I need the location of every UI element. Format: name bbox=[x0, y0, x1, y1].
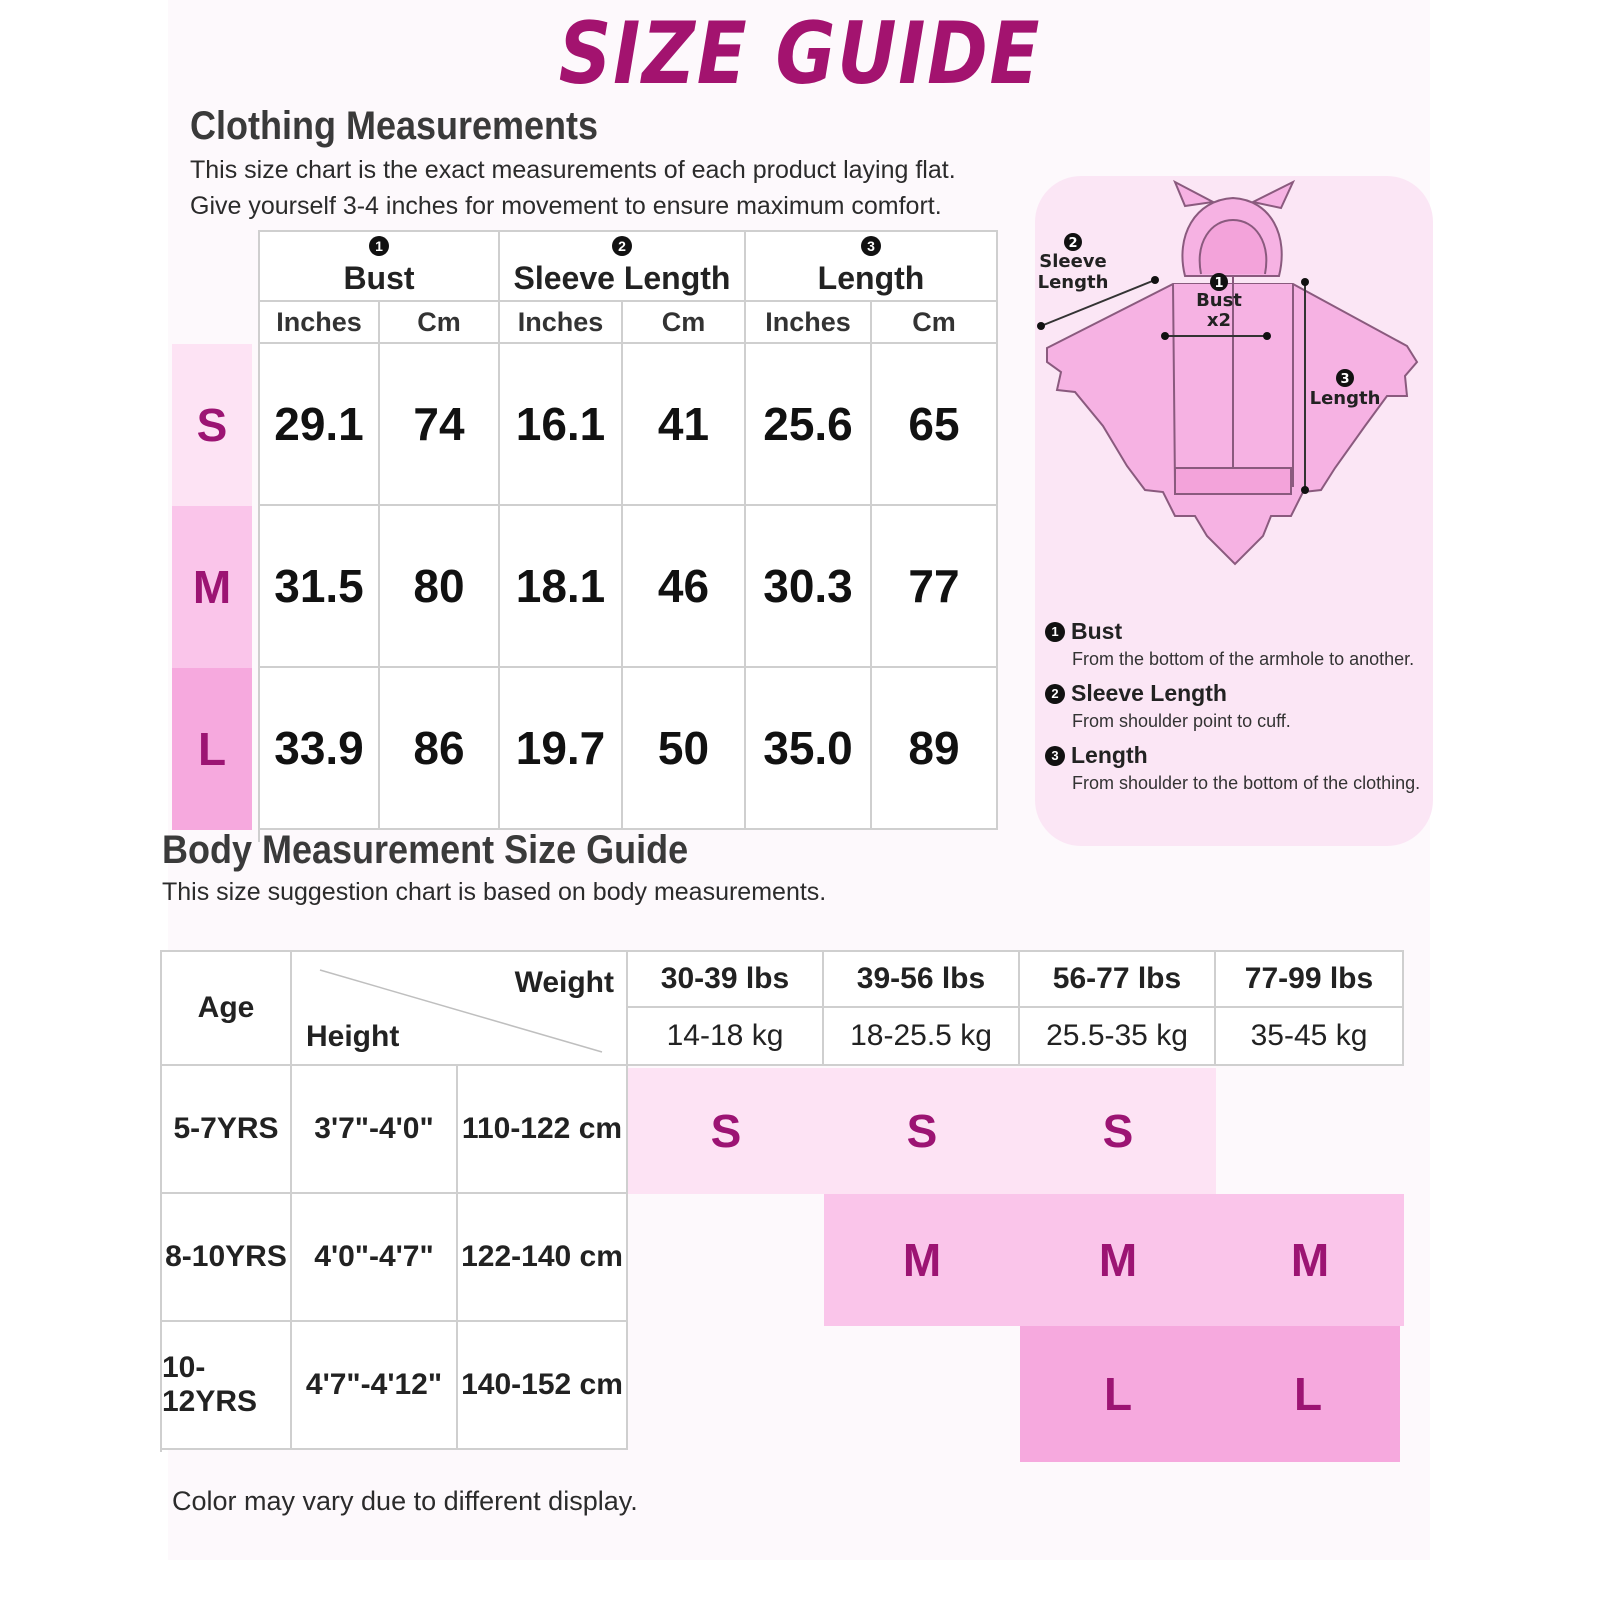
header-length bbox=[746, 230, 998, 302]
age-cell: 8-10YRS bbox=[162, 1194, 292, 1322]
clothing-subtitle-2: Give yourself 3-4 inches for movement to ensure maximum comfort. bbox=[190, 192, 942, 220]
clothing-table bbox=[172, 230, 998, 842]
right-ear-icon bbox=[1253, 182, 1293, 208]
table-cell: 41 bbox=[623, 344, 746, 506]
table-cell: 35.0 bbox=[746, 668, 872, 830]
diagram-bust-label-1: Bust bbox=[1196, 290, 1242, 311]
legend-sleeve-length bbox=[1045, 680, 1291, 732]
table-cell: 25.6 bbox=[746, 344, 872, 506]
number-1-icon: 1 bbox=[1045, 622, 1065, 642]
unit-header: Inches bbox=[746, 302, 872, 344]
diagram-length-label: Length bbox=[1309, 388, 1381, 409]
table-cell: 80 bbox=[380, 506, 500, 668]
left-ear-icon bbox=[1175, 182, 1213, 206]
height-cm-cell: 110-122 cm bbox=[458, 1066, 628, 1194]
weight-kg-header: 18-25.5 kg bbox=[824, 1008, 1020, 1066]
weight-label: Weight bbox=[514, 966, 614, 999]
number-3-icon: 3 bbox=[1045, 746, 1065, 766]
table-cell: 77 bbox=[872, 506, 998, 668]
table-cell: 29.1 bbox=[260, 344, 380, 506]
height-label: Height bbox=[306, 1020, 400, 1053]
clothing-subtitle-1: This size chart is the exact measurements of each product laying flat. bbox=[190, 156, 956, 184]
size-m-cell: M bbox=[1098, 1234, 1138, 1286]
header-sleeve-length bbox=[500, 230, 746, 302]
diagram-num-1: 1 bbox=[1214, 276, 1224, 291]
table-cell: 16.1 bbox=[500, 344, 623, 506]
weight-lbs-header: 77-99 lbs bbox=[1216, 952, 1404, 1008]
header-bust-label: Bust bbox=[343, 259, 415, 296]
height-inches-cell: 3'7"-4'0" bbox=[292, 1066, 458, 1194]
diagram-num-2: 2 bbox=[1068, 236, 1078, 251]
diagram-sleeve-label-2: Length bbox=[1037, 272, 1109, 293]
unit-header: Cm bbox=[872, 302, 998, 344]
height-cm-cell: 140-152 cm bbox=[458, 1322, 628, 1450]
table-cell: 50 bbox=[623, 668, 746, 830]
weight-kg-header: 35-45 kg bbox=[1216, 1008, 1404, 1066]
height-cm-cell: 122-140 cm bbox=[458, 1194, 628, 1322]
size-m-cell: M bbox=[902, 1234, 942, 1286]
legend-desc: From shoulder point to cuff. bbox=[1072, 711, 1291, 731]
height-inches-cell: 4'7"-4'12" bbox=[292, 1322, 458, 1450]
size-l-cell: L bbox=[1293, 1368, 1323, 1420]
unit-header: Cm bbox=[623, 302, 746, 344]
unit-header: Cm bbox=[380, 302, 500, 344]
pocket-icon bbox=[1175, 468, 1291, 494]
header-sleeve-length-label: Sleeve Length bbox=[513, 259, 731, 296]
bat-hoodie-diagram bbox=[1035, 176, 1433, 606]
body-heading: Body Measurement Size Guide bbox=[162, 828, 689, 872]
weight-lbs-header: 30-39 lbs bbox=[628, 952, 824, 1008]
diagram-bust-label-2: x2 bbox=[1206, 310, 1232, 331]
table-cell: 74 bbox=[380, 344, 500, 506]
header-length-label: Length bbox=[817, 259, 925, 296]
body-subtitle: This size suggestion chart is based on body measurements. bbox=[162, 878, 827, 906]
weight-lbs-header: 56-77 lbs bbox=[1020, 952, 1216, 1008]
number-2-icon: 2 bbox=[612, 236, 632, 256]
height-weight-header bbox=[292, 952, 628, 1066]
legend-title: Length bbox=[1071, 742, 1148, 768]
color-disclaimer: Color may vary due to different display. bbox=[172, 1486, 638, 1516]
unit-header: Inches bbox=[500, 302, 623, 344]
table-cell: 46 bbox=[623, 506, 746, 668]
weight-lbs-header: 39-56 lbs bbox=[824, 952, 1020, 1008]
weight-kg-header: 25.5-35 kg bbox=[1020, 1008, 1216, 1066]
size-l-cell: L bbox=[1103, 1368, 1133, 1420]
size-label-s: S bbox=[172, 344, 252, 506]
age-header: Age bbox=[162, 952, 292, 1066]
size-s-cell: S bbox=[906, 1105, 938, 1157]
diagram-sleeve-label-1: Sleeve bbox=[1039, 251, 1107, 272]
number-1-icon: 1 bbox=[369, 236, 389, 256]
size-s-cell: S bbox=[710, 1105, 742, 1157]
legend-desc: From shoulder to the bottom of the clothing. bbox=[1072, 773, 1421, 793]
table-cell: 18.1 bbox=[500, 506, 623, 668]
header-bust bbox=[260, 230, 500, 302]
legend-title: Bust bbox=[1071, 618, 1123, 644]
legend-bust bbox=[1045, 618, 1414, 670]
size-label-l: L bbox=[172, 668, 252, 830]
diagram-num-3: 3 bbox=[1340, 372, 1350, 387]
age-cell: 5-7YRS bbox=[162, 1066, 292, 1194]
unit-header: Inches bbox=[260, 302, 380, 344]
page-title: SIZE GUIDE bbox=[558, 4, 1042, 104]
size-label-m: M bbox=[172, 506, 252, 668]
table-cell: 33.9 bbox=[260, 668, 380, 830]
table-cell: 86 bbox=[380, 668, 500, 830]
clothing-heading: Clothing Measurements bbox=[190, 104, 599, 148]
weight-kg-header: 14-18 kg bbox=[628, 1008, 824, 1066]
age-cell: 10-12YRS bbox=[162, 1322, 292, 1450]
number-2-icon: 2 bbox=[1045, 684, 1065, 704]
size-m-cell: M bbox=[1290, 1234, 1330, 1286]
table-cell: 89 bbox=[872, 668, 998, 830]
table-cell: 30.3 bbox=[746, 506, 872, 668]
table-cell: 31.5 bbox=[260, 506, 380, 668]
height-inches-cell: 4'0"-4'7" bbox=[292, 1194, 458, 1322]
table-cell: 65 bbox=[872, 344, 998, 506]
legend-length bbox=[1045, 742, 1420, 794]
size-s-cell: S bbox=[1102, 1105, 1134, 1157]
number-3-icon: 3 bbox=[861, 236, 881, 256]
legend-title: Sleeve Length bbox=[1071, 680, 1227, 706]
table-cell: 19.7 bbox=[500, 668, 623, 830]
legend-desc: From the bottom of the armhole to another. bbox=[1072, 649, 1415, 669]
